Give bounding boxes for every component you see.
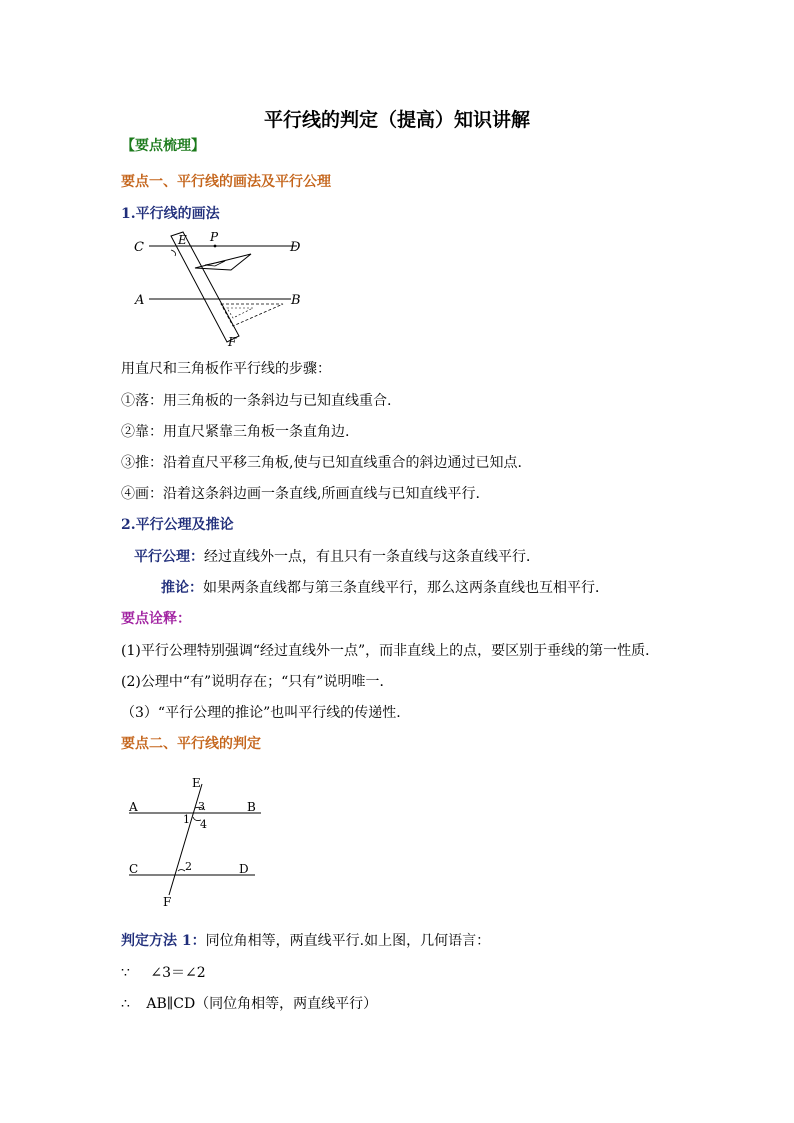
point1-heading: 要点一、平行线的画法及平行公理: [121, 174, 331, 190]
step-4: ④画：沿着这条斜边画一条直线,所画直线与已知直线平行.: [121, 486, 480, 502]
triangle-dashed: [221, 304, 283, 326]
label-angle-2: 2: [185, 860, 192, 873]
label-a: A: [129, 800, 138, 814]
steps-intro: 用直尺和三角板作平行线的步骤：: [121, 361, 331, 377]
angle-2-arc: [178, 870, 185, 872]
therefore-text: AB∥CD（同位角相等，两直线平行）: [146, 996, 378, 1012]
label-d: D: [239, 862, 249, 876]
therefore-line: [121, 995, 377, 1013]
because-line: [121, 964, 206, 982]
point-p-dot: [214, 245, 217, 248]
label-angle-1: 1: [183, 813, 190, 826]
parallel-construction-figure: [121, 228, 321, 350]
label-angle-3: 3: [198, 800, 205, 813]
axiom-line: [134, 548, 540, 566]
label-e: E: [178, 233, 187, 247]
label-c: C: [129, 862, 139, 876]
label-b: B: [291, 293, 301, 308]
transversal-figure: [121, 770, 271, 910]
method1-text: 同位角相等，两直线平行.如上图，几何语言：: [205, 933, 491, 949]
label-c: C: [134, 240, 144, 255]
step-2: ②靠：用直尺紧靠三角板一条直角边.: [121, 424, 350, 440]
point1-sub1-heading: 1.平行线的画法: [121, 206, 220, 222]
note-2: (2)公理中“有”说明存在；“只有”说明唯一．: [121, 674, 394, 690]
axiom-text: 经过直线外一点，有且只有一条直线与这条直线平行．: [204, 549, 540, 565]
label-e: E: [192, 776, 201, 790]
label-f: F: [163, 895, 172, 909]
section-review-heading: 【要点梳理】: [121, 138, 205, 154]
method1-line: [121, 932, 490, 950]
label-p: P: [210, 230, 219, 244]
point1-sub2-heading: 2.平行公理及推论: [121, 517, 234, 533]
notes-heading: 要点诠释：: [121, 611, 191, 627]
angle-mark-e: [171, 250, 176, 256]
because-symbol: ∵: [121, 965, 130, 981]
point2-heading: 要点二、平行线的判定: [121, 736, 261, 752]
label-angle-4: 4: [200, 818, 207, 831]
corollary-label: 推论：: [161, 580, 203, 596]
step-1: ①落：用三角板的一条斜边与已知直线重合.: [121, 393, 392, 409]
corollary-text: 如果两条直线都与第三条直线平行，那么这两条直线也互相平行．: [203, 580, 609, 596]
step-3: ③推：沿着直尺平移三角板,使与已知直线重合的斜边通过已知点.: [121, 455, 522, 471]
label-f: F: [228, 335, 237, 349]
therefore-symbol: ∴: [121, 996, 130, 1012]
label-d: D: [290, 240, 301, 255]
method1-label: 判定方法 1：: [121, 933, 206, 949]
note-3: （3）“平行公理的推论”也叫平行线的传递性.: [121, 705, 401, 721]
label-a: A: [135, 293, 145, 308]
ruler-shape: [171, 232, 239, 342]
label-b: B: [247, 800, 256, 814]
because-text: ∠3＝∠2: [150, 965, 206, 981]
page-title: 平行线的判定（提高）知识讲解: [263, 109, 530, 131]
triangle-dashed-inner: [227, 308, 253, 318]
note-1: (1)平行公理特别强调“经过直线外一点”，而非直线上的点，要区别于垂线的第一性质．: [121, 643, 660, 659]
corollary-line: [161, 579, 609, 597]
axiom-label: 平行公理：: [134, 549, 204, 565]
